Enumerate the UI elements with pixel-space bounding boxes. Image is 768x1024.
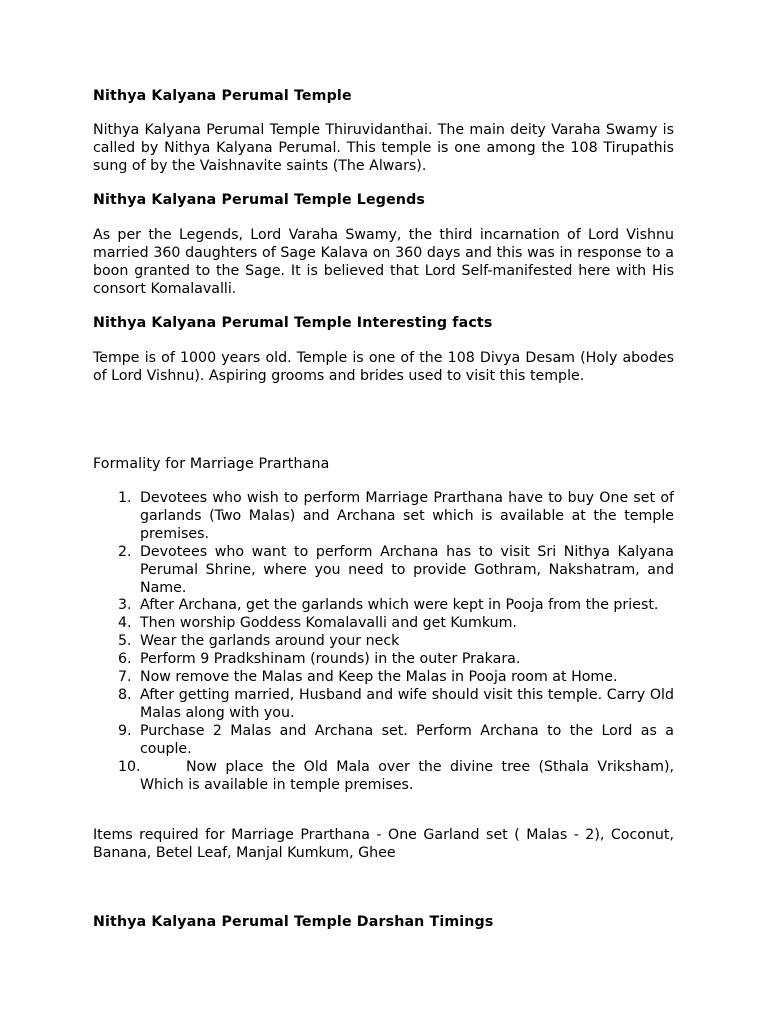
marriage-heading: Formality for Marriage Prarthana [93, 456, 330, 472]
items-required-text: Items required for Marriage Prarthana - One Garland set ( Malas - 2), Coconut, Banana, Betel Leaf, Manjal Kumkum, Ghee [93, 827, 674, 861]
list-item-text: Now remove the Malas and Keep the Malas in Pooja room at Home. [140, 669, 618, 686]
list-item-text: Now place the Old Mala over the divine tree (Sthala Vriksham), Which is available in temple premises. [140, 758, 674, 793]
list-item-text: Devotees who wish to perform Marriage Prarthana have to buy One set of garlands (Two Malas) and Archana set which is available at the temple premises. [140, 490, 674, 542]
list-item [93, 723, 674, 759]
list-item [93, 687, 674, 723]
list-item-text: Devotees who want to perform Archana has to visit Sri Nithya Kalyana Perumal Shrine, where you need to provide Gothram, Nakshatram, and Name. [140, 543, 674, 596]
list-item-number: 9. [118, 722, 132, 739]
section-body-temple: Nithya Kalyana Perumal Temple Thiruvidanthai. The main deity Varaha Swamy is called by Nithya Kalyana Perumal. This temple is one among the 108 Tirupathis sung of by the Vaishnavite saints (The Alwars). [93, 122, 674, 174]
list-item-number: 4. [118, 615, 132, 632]
list-item [93, 615, 674, 633]
list-item-text: Wear the garlands around your neck [140, 633, 400, 650]
marriage-steps-list [93, 490, 674, 794]
list-item-text: Purchase 2 Malas and Archana set. Perform Archana to the Lord as a couple. [140, 722, 674, 757]
list-item [93, 544, 674, 598]
section-heading-temple: Nithya Kalyana Perumal Temple [93, 88, 352, 104]
list-item [93, 633, 674, 651]
section-heading-legends: Nithya Kalyana Perumal Temple Legends [93, 192, 425, 208]
list-item [93, 597, 674, 615]
list-item-number: 2. [118, 543, 132, 560]
list-item [93, 759, 674, 795]
section-body-legends: As per the Legends, Lord Varaha Swamy, the third incarnation of Lord Vishnu married 360 daughters of Sage Kalava on 360 days and this was in response to a boon granted to the Sage. It is believed that Lord Self-manifested here with His consort Komalavalli. [93, 227, 674, 297]
list-item-number: 8. [118, 686, 132, 703]
list-item-text: Then worship Goddess Komalavalli and get Kumkum. [140, 615, 517, 632]
section-body-facts: Tempe is of 1000 years old. Temple is one of the 108 Divya Desam (Holy abodes of Lord Vishnu). Aspiring grooms and brides used to visit this temple. [93, 350, 674, 384]
list-item-number: 3. [118, 597, 132, 614]
darshan-heading: Nithya Kalyana Perumal Temple Darshan Timings [93, 914, 494, 930]
list-item [93, 669, 674, 687]
list-item-number: 1. [118, 490, 132, 506]
section-heading-facts: Nithya Kalyana Perumal Temple Interesting facts [93, 315, 493, 331]
list-item [93, 490, 674, 544]
list-item-text: After getting married, Husband and wife should visit this temple. Carry Old Malas along with you. [140, 686, 674, 721]
list-item-number: 5. [118, 633, 132, 650]
list-item-number: 7. [118, 669, 132, 686]
list-item-text: After Archana, get the garlands which were kept in Pooja from the priest. [140, 597, 659, 614]
list-item-text: Perform 9 Pradkshinam (rounds) in the outer Prakara. [140, 651, 521, 668]
list-item-number: 10. [118, 758, 141, 775]
list-item-number: 6. [118, 651, 132, 668]
list-item [93, 651, 674, 669]
